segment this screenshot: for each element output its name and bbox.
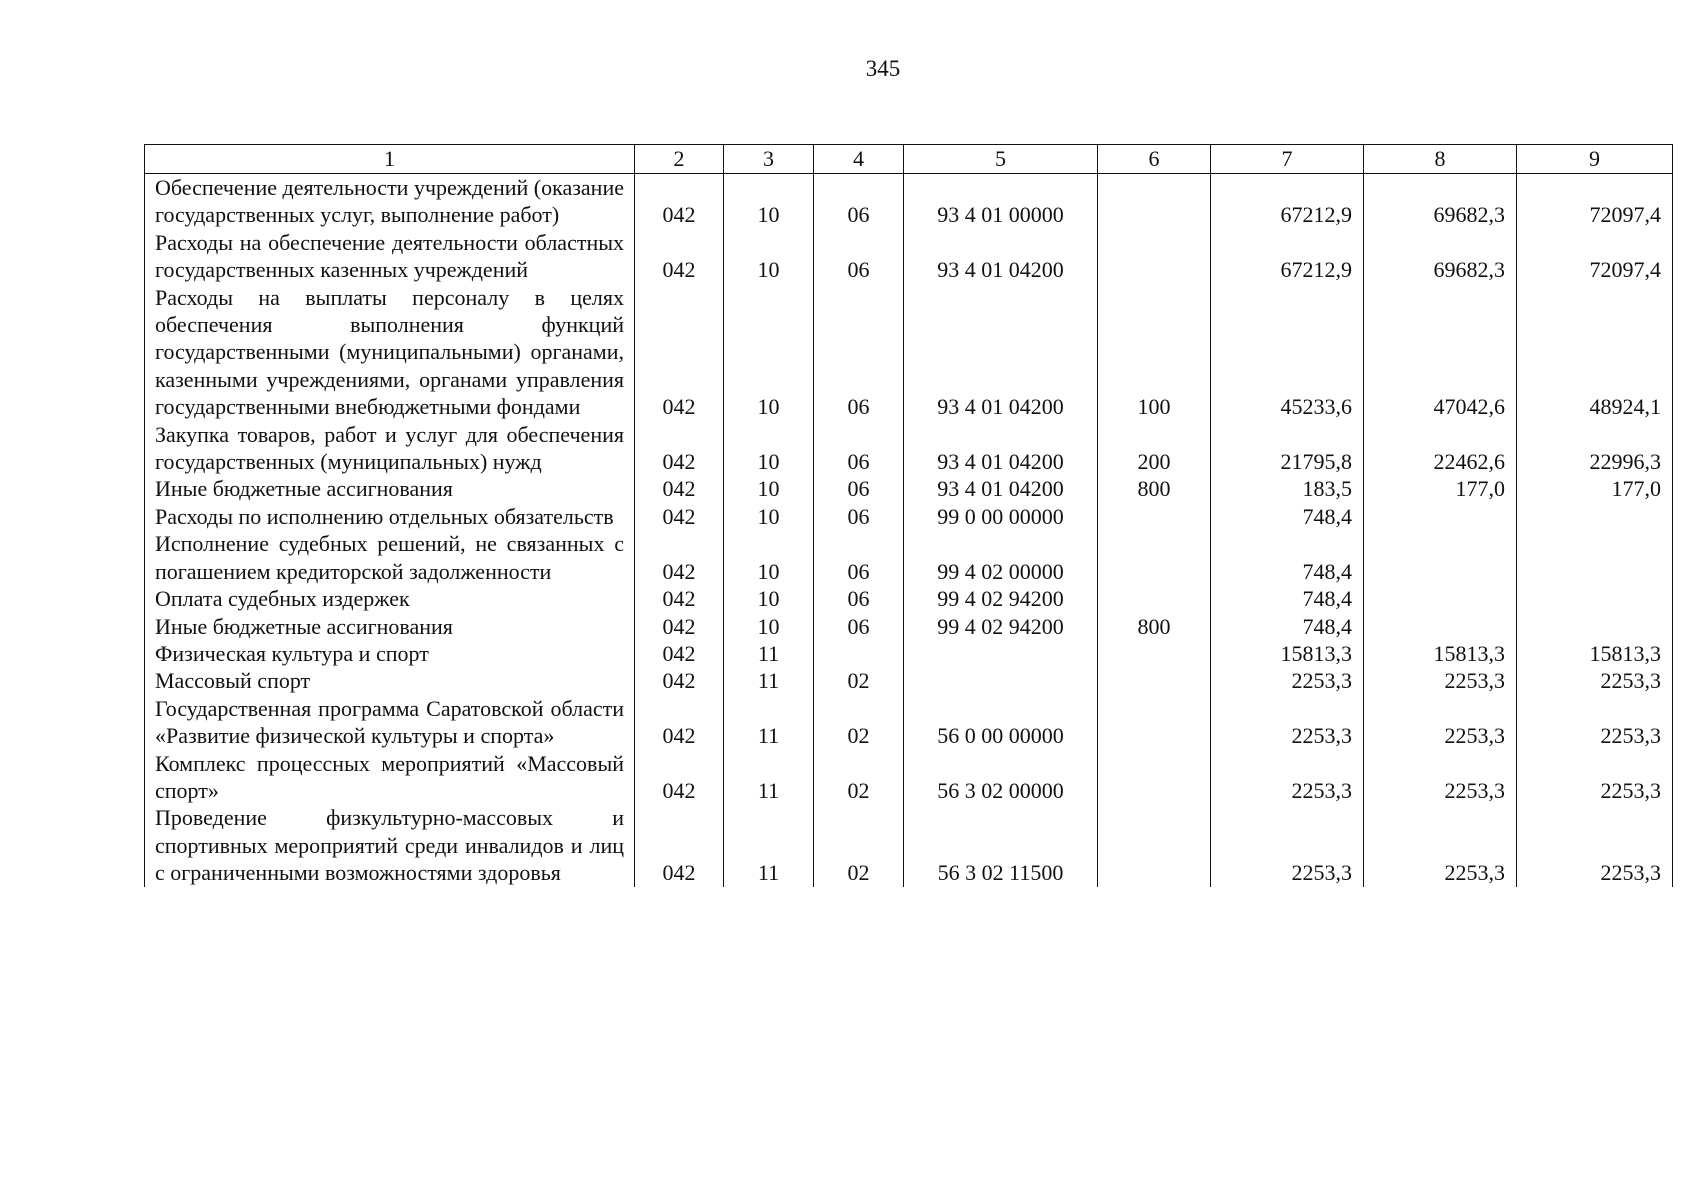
cell-admin-code: 042 <box>635 421 724 476</box>
cell-name: Массовый спорт <box>145 667 635 694</box>
cell-admin-code: 042 <box>635 229 724 284</box>
cell-admin-code: 042 <box>635 804 724 886</box>
cell-amount-8: 69682,3 <box>1364 229 1517 284</box>
cell-target-article: 56 3 02 11500 <box>904 804 1098 886</box>
cell-amount-9: 22996,3 <box>1517 421 1673 476</box>
cell-admin-code: 042 <box>635 667 724 694</box>
cell-amount-8: 2253,3 <box>1364 667 1517 694</box>
cell-amount-8: 22462,6 <box>1364 421 1517 476</box>
cell-target-article: 99 4 02 00000 <box>904 530 1098 585</box>
cell-amount-9: 48924,1 <box>1517 284 1673 421</box>
cell-amount-7: 2253,3 <box>1211 804 1364 886</box>
column-header: 1 <box>145 145 635 174</box>
cell-name: Проведение физкультурно-массовых и спортивных мероприятий среди инвалидов и лиц с ограниченными возможностями здоровья <box>145 804 635 886</box>
cell-subsection: 02 <box>814 804 904 886</box>
cell-target-article: 93 4 01 00000 <box>904 174 1098 229</box>
cell-expense-type: 200 <box>1098 421 1211 476</box>
cell-admin-code: 042 <box>635 613 724 640</box>
cell-amount-9: 72097,4 <box>1517 174 1673 229</box>
cell-subsection <box>814 640 904 667</box>
cell-name: Закупка товаров, работ и услуг для обеспечения государственных (муниципальных) нужд <box>145 421 635 476</box>
cell-subsection: 02 <box>814 695 904 750</box>
cell-expense-type <box>1098 750 1211 805</box>
cell-name: Расходы на выплаты персоналу в целях обеспечения выполнения функций государственными (муниципальными) органами, казенными учреждениями, органами управления государственными внебюджетными фондами <box>145 284 635 421</box>
column-header: 3 <box>724 145 814 174</box>
cell-admin-code: 042 <box>635 530 724 585</box>
cell-admin-code: 042 <box>635 695 724 750</box>
cell-target-article: 93 4 01 04200 <box>904 421 1098 476</box>
column-header: 5 <box>904 145 1098 174</box>
cell-amount-9: 72097,4 <box>1517 229 1673 284</box>
cell-amount-9: 2253,3 <box>1517 750 1673 805</box>
cell-section: 10 <box>724 421 814 476</box>
cell-expense-type: 100 <box>1098 284 1211 421</box>
cell-subsection: 06 <box>814 503 904 530</box>
table-row <box>145 750 1673 805</box>
cell-amount-7: 67212,9 <box>1211 229 1364 284</box>
cell-amount-9: 2253,3 <box>1517 667 1673 694</box>
cell-admin-code: 042 <box>635 503 724 530</box>
cell-amount-7: 748,4 <box>1211 530 1364 585</box>
column-header: 8 <box>1364 145 1517 174</box>
cell-expense-type <box>1098 640 1211 667</box>
cell-target-article: 99 0 00 00000 <box>904 503 1098 530</box>
cell-section: 10 <box>724 503 814 530</box>
cell-section: 11 <box>724 640 814 667</box>
cell-expense-type <box>1098 695 1211 750</box>
cell-expense-type <box>1098 174 1211 229</box>
cell-amount-7: 2253,3 <box>1211 667 1364 694</box>
cell-subsection: 06 <box>814 284 904 421</box>
cell-subsection: 06 <box>814 613 904 640</box>
table-row <box>145 174 1673 229</box>
cell-subsection: 02 <box>814 750 904 805</box>
budget-table <box>144 144 1673 887</box>
cell-target-article: 99 4 02 94200 <box>904 613 1098 640</box>
cell-amount-8: 69682,3 <box>1364 174 1517 229</box>
table-row <box>145 530 1673 585</box>
cell-amount-8: 15813,3 <box>1364 640 1517 667</box>
table-row <box>145 421 1673 476</box>
cell-subsection: 06 <box>814 475 904 502</box>
cell-section: 11 <box>724 804 814 886</box>
table-row <box>145 475 1673 502</box>
cell-amount-8: 47042,6 <box>1364 284 1517 421</box>
cell-target-article: 93 4 01 04200 <box>904 229 1098 284</box>
cell-target-article: 56 3 02 00000 <box>904 750 1098 805</box>
cell-target-article <box>904 667 1098 694</box>
cell-amount-9: 2253,3 <box>1517 695 1673 750</box>
cell-amount-9 <box>1517 530 1673 585</box>
cell-name: Государственная программа Саратовской области «Развитие физической культуры и спорта» <box>145 695 635 750</box>
cell-amount-8 <box>1364 613 1517 640</box>
cell-target-article: 99 4 02 94200 <box>904 585 1098 612</box>
cell-amount-7: 748,4 <box>1211 585 1364 612</box>
cell-subsection: 06 <box>814 530 904 585</box>
page-number: 345 <box>865 56 901 81</box>
cell-expense-type: 800 <box>1098 475 1211 502</box>
cell-admin-code: 042 <box>635 174 724 229</box>
table-row <box>145 284 1673 421</box>
cell-amount-8: 2253,3 <box>1364 750 1517 805</box>
cell-section: 10 <box>724 530 814 585</box>
cell-section: 10 <box>724 229 814 284</box>
column-header: 2 <box>635 145 724 174</box>
cell-subsection: 02 <box>814 667 904 694</box>
cell-amount-8: 2253,3 <box>1364 695 1517 750</box>
cell-amount-9 <box>1517 613 1673 640</box>
cell-section: 11 <box>724 667 814 694</box>
cell-amount-8: 177,0 <box>1364 475 1517 502</box>
cell-name: Расходы по исполнению отдельных обязательств <box>145 503 635 530</box>
cell-target-article <box>904 640 1098 667</box>
cell-admin-code: 042 <box>635 585 724 612</box>
cell-amount-9 <box>1517 585 1673 612</box>
cell-name: Исполнение судебных решений, не связанных с погашением кредиторской задолженности <box>145 530 635 585</box>
table-row <box>145 613 1673 640</box>
cell-name: Оплата судебных издержек <box>145 585 635 612</box>
cell-section: 10 <box>724 475 814 502</box>
table-row <box>145 804 1673 886</box>
cell-admin-code: 042 <box>635 475 724 502</box>
cell-amount-8: 2253,3 <box>1364 804 1517 886</box>
cell-target-article: 93 4 01 04200 <box>904 284 1098 421</box>
cell-expense-type <box>1098 229 1211 284</box>
cell-name: Иные бюджетные ассигнования <box>145 613 635 640</box>
cell-amount-7: 21795,8 <box>1211 421 1364 476</box>
cell-name: Иные бюджетные ассигнования <box>145 475 635 502</box>
cell-name: Обеспечение деятельности учреждений (оказание государственных услуг, выполнение работ) <box>145 174 635 229</box>
cell-section: 10 <box>724 284 814 421</box>
column-header: 6 <box>1098 145 1211 174</box>
cell-amount-8 <box>1364 503 1517 530</box>
table-row <box>145 667 1673 694</box>
cell-amount-7: 15813,3 <box>1211 640 1364 667</box>
table-row <box>145 695 1673 750</box>
column-header: 9 <box>1517 145 1673 174</box>
cell-admin-code: 042 <box>635 284 724 421</box>
cell-amount-7: 2253,3 <box>1211 695 1364 750</box>
table-row <box>145 640 1673 667</box>
cell-expense-type <box>1098 804 1211 886</box>
cell-amount-7: 748,4 <box>1211 613 1364 640</box>
cell-section: 10 <box>724 174 814 229</box>
cell-expense-type: 800 <box>1098 613 1211 640</box>
cell-expense-type <box>1098 503 1211 530</box>
cell-amount-9 <box>1517 503 1673 530</box>
cell-expense-type <box>1098 667 1211 694</box>
cell-section: 10 <box>724 613 814 640</box>
cell-amount-7: 2253,3 <box>1211 750 1364 805</box>
cell-amount-9: 177,0 <box>1517 475 1673 502</box>
cell-amount-7: 67212,9 <box>1211 174 1364 229</box>
cell-expense-type <box>1098 585 1211 612</box>
table-row <box>145 585 1673 612</box>
cell-name: Физическая культура и спорт <box>145 640 635 667</box>
cell-section: 11 <box>724 695 814 750</box>
cell-amount-9: 2253,3 <box>1517 804 1673 886</box>
cell-admin-code: 042 <box>635 640 724 667</box>
cell-subsection: 06 <box>814 229 904 284</box>
header-row <box>145 145 1673 174</box>
cell-section: 11 <box>724 750 814 805</box>
cell-target-article: 93 4 01 04200 <box>904 475 1098 502</box>
cell-target-article: 56 0 00 00000 <box>904 695 1098 750</box>
cell-admin-code: 042 <box>635 750 724 805</box>
column-header: 7 <box>1211 145 1364 174</box>
cell-subsection: 06 <box>814 421 904 476</box>
cell-amount-8 <box>1364 530 1517 585</box>
cell-amount-8 <box>1364 585 1517 612</box>
cell-subsection: 06 <box>814 585 904 612</box>
cell-amount-7: 45233,6 <box>1211 284 1364 421</box>
cell-amount-7: 748,4 <box>1211 503 1364 530</box>
cell-expense-type <box>1098 530 1211 585</box>
cell-amount-7: 183,5 <box>1211 475 1364 502</box>
cell-name: Расходы на обеспечение деятельности областных государственных казенных учреждений <box>145 229 635 284</box>
table-row <box>145 503 1673 530</box>
cell-amount-9: 15813,3 <box>1517 640 1673 667</box>
cell-section: 10 <box>724 585 814 612</box>
column-header: 4 <box>814 145 904 174</box>
table-row <box>145 229 1673 284</box>
cell-name: Комплекс процессных мероприятий «Массовый спорт» <box>145 750 635 805</box>
cell-subsection: 06 <box>814 174 904 229</box>
